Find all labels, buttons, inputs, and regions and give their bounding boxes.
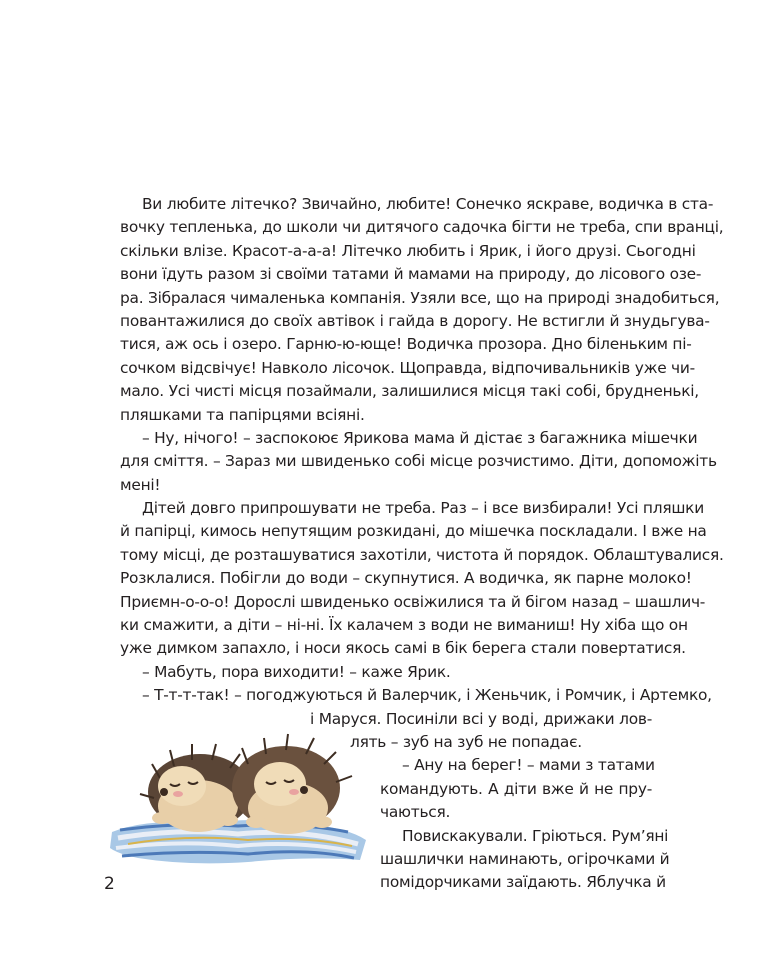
text-line: шашлички наминають, огірочками й bbox=[380, 849, 670, 868]
text-line: й папірці, кимось непутящим розкидані, до мішечка поскладали. І вже на bbox=[120, 522, 707, 541]
text-line: і Маруся. Посиніли всі у воді, дрижаки лов- bbox=[310, 709, 652, 728]
text-line: Приємн-о-о-о! Дорослі швиденько освіжилися та й бігом назад – шашлич- bbox=[120, 592, 706, 611]
text-line: лять – зуб на зуб не попадає. bbox=[350, 732, 582, 751]
text-line: – Т-т-т-так! – погоджуються й Валерчик, і Женьчик, і Ромчик, і Артемко, bbox=[142, 686, 712, 705]
text-line: командують. А діти вже й не пру- bbox=[380, 779, 652, 798]
hedgehogs-on-blanket-illustration bbox=[108, 728, 372, 866]
text-line: Ви любите літечко? Звичайно, любите! Сонечко яскраве, водичка в ста- bbox=[142, 195, 714, 213]
text-line: тому місці, де розташуватися захотіли, чистота й порядок. Облаштувалися. bbox=[120, 545, 724, 564]
text-line: вочку тепленька, до школи чи дитячого садочка бігти не треба, спи вранці, bbox=[120, 218, 724, 237]
text-line: мало. Усі чисті місця позаймали, залишилися місця такі собі, брудненькі, bbox=[120, 382, 699, 401]
text-line: Розклалися. Побігли до води – скупнутися. А водичка, як парне молоко! bbox=[120, 569, 692, 588]
text-line: пляшками та папірцями всіяні. bbox=[120, 405, 365, 424]
text-line: скільки влізе. Красот-а-а-а! Літечко любить і Ярик, і його друзі. Сьогодні bbox=[120, 241, 696, 260]
text-line: для сміття. – Зараз ми швиденько собі місце розчистимо. Діти, допоможіть bbox=[120, 452, 717, 471]
text-line: тися, аж ось і озеро. Гарню-ю-юще! Водичка прозора. Дно біленьким пі- bbox=[120, 335, 692, 354]
text-line: – Мабуть, пора виходити! – каже Ярик. bbox=[142, 662, 451, 681]
text-line: мені! bbox=[120, 475, 161, 494]
text-line: Повискакували. Гріються. Рум’яні bbox=[402, 826, 669, 845]
text-line: ра. Зібралася чималенька компанія. Узяли все, що на природі знадобиться, bbox=[120, 288, 720, 307]
text-line: ки смажити, а діти – ні-ні. Їх калачем з води не виманиш! Ну хіба що он bbox=[120, 616, 688, 635]
text-line: – Ану на берег! – мами з татами bbox=[402, 756, 655, 775]
text-line: помідорчиками заїдають. Яблучка й bbox=[380, 873, 666, 892]
text-line: сочком відсвічує! Навколо лісочок. Щоправда, відпочивальників уже чи- bbox=[120, 358, 695, 377]
page-number: 2 bbox=[104, 874, 115, 894]
text-line: уже димком запахло, і носи якось самі в бік берега стали повертатися. bbox=[120, 639, 686, 658]
text-line: чаються. bbox=[380, 803, 451, 822]
text-line: повантажилися до своїх автівок і гайда в дорогу. Не встигли й знудьгува- bbox=[120, 311, 710, 330]
text-line: вони їдуть разом зі своїми татами й мамами на природу, до лісового озе- bbox=[120, 265, 702, 284]
text-line: Дітей довго припрошувати не треба. Раз – і все визбирали! Усі пляшки bbox=[142, 499, 704, 518]
text-line: – Ну, нічого! – заспокоює Ярикова мама й дістає з багажника мішечки bbox=[142, 428, 698, 447]
